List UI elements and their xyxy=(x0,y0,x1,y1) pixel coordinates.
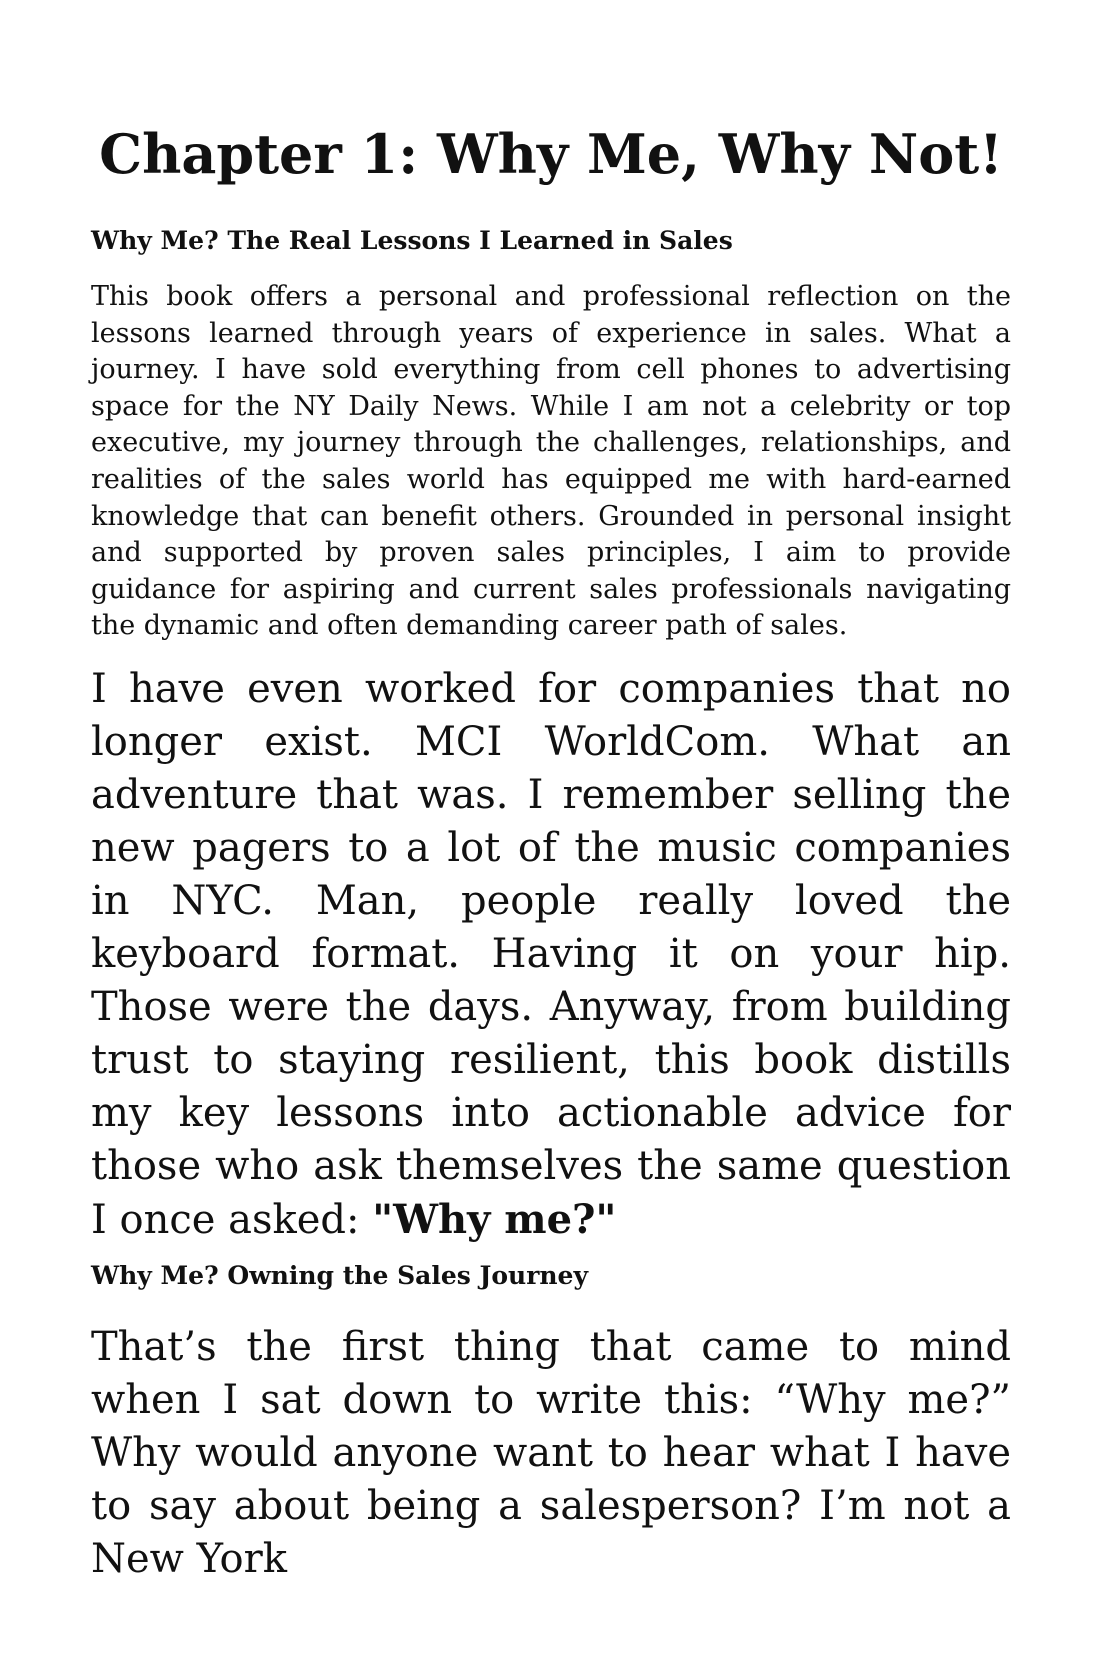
body-paragraph-companies xyxy=(91,663,1011,1247)
why-me-emphasis: "Why me?" xyxy=(372,1195,617,1243)
book-page xyxy=(91,0,1011,1586)
body-paragraph-companies-text: I have even worked for companies that no longer exist. MCI WorldCom. What an adventure that was. I remember selling the new pagers to a lot of the music companies in NYC. Man, people really loved the keyboard format. Having it on your hip. Those were the days. Anyway, from building trust to staying resilient, this book distills my key lessons into actionable advice for those who ask themselves the same question I once asked: xyxy=(91,665,1011,1243)
section-heading-owning-journey: Why Me? Owning the Sales Journey xyxy=(91,1260,588,1290)
chapter-title: Chapter 1: Why Me, Why Not! xyxy=(99,122,1003,186)
intro-paragraph: This book offers a personal and professional reflection on the lessons learned through years of experience in sales. What a journey. I have sold everything from cell phones to advertising space for the NY Daily News. While I am not a celebrity or top executive, my journey through the challenges, relationships, and realities of the sales world has equipped me with hard-earned knowledge that can benefit others. Grounded in personal insight and supported by proven sales principles, I aim to provide guidance for aspiring and current sales professionals navigating the dynamic and often demanding career path of sales. xyxy=(91,281,1011,642)
body-paragraph-first-thing: That’s the first thing that came to mind when I sat down to write this: “Why me?” Why would anyone want to hear what I have to say about being a salesperson? I’m not a New York xyxy=(91,1323,1011,1582)
section-heading-real-lessons: Why Me? The Real Lessons I Learned in Sales xyxy=(91,226,733,255)
